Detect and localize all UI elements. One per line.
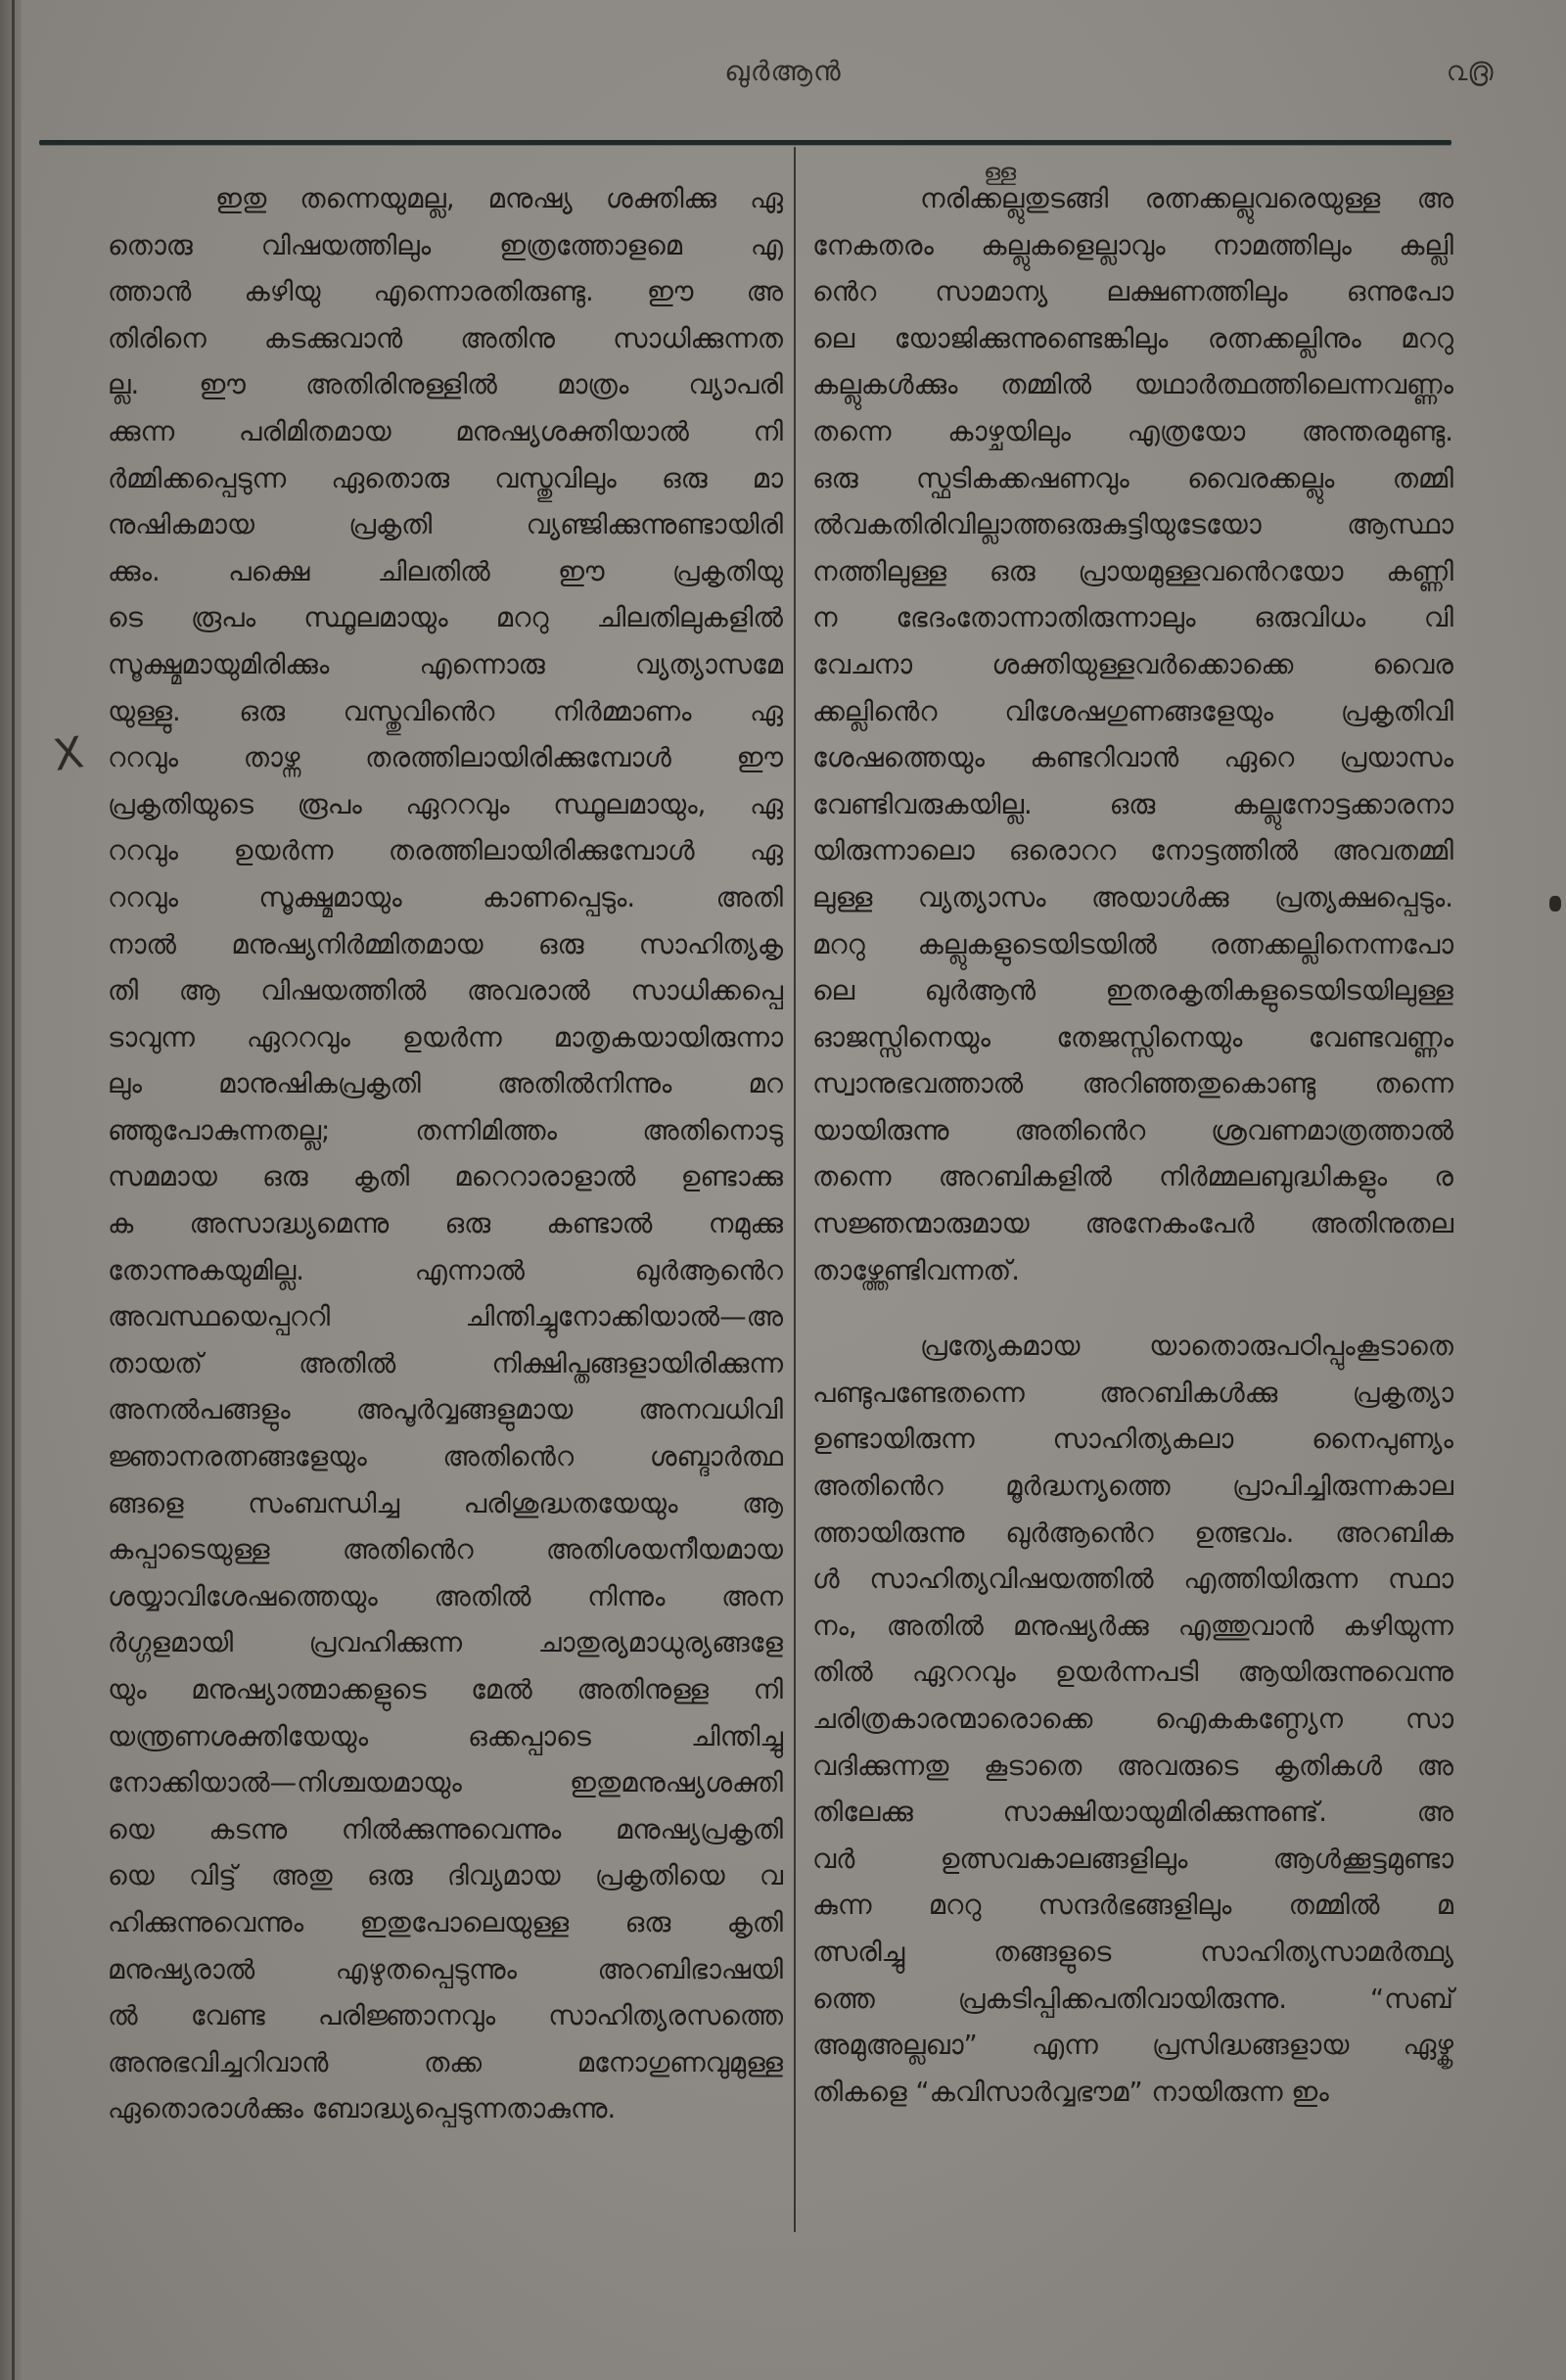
text-line: ഹിക്കുന്നുവെന്നും ഇതുപോലെയുള്ള ഒരു കൃതി	[108, 1906, 783, 1938]
text-line: തായത് അതിൽ നിക്ഷിപ്തങ്ങളായിരിക്കുന്ന	[108, 1347, 783, 1379]
page-edge-line	[12, 0, 15, 2380]
text-line: അതിൻെറ മൂർദ്ധന്യത്തെ പ്രാപിച്ചിരുന്നകാല	[812, 1470, 1453, 1503]
text-line: തോന്നുകയുമില്ല. എന്നാൽ ഖുർആൻെറ	[108, 1254, 783, 1286]
text-line: നേകതരം കല്ലുകളെല്ലാവും നാമത്തിലും കല്ലി	[812, 229, 1453, 261]
text-line: ററവും താഴ്ന്ന തരത്തിലായിരിക്കുമ്പോൾ ഈ	[108, 742, 783, 774]
text-line: ഞ്ഞുപോകുന്നതല്ല; തന്നിമിത്തം അതിനൊടു	[108, 1114, 783, 1146]
text-line: ഉണ്ടായിരുന്ന സാഹിത്യകലാ നൈപുണ്യം	[812, 1423, 1453, 1456]
text-line: സ്വാനുഭവത്താൽ അറിഞ്ഞതുകൊണ്ടു തന്നെ	[812, 1068, 1453, 1100]
text-line: പ്രകൃതിയുടെ രൂപം ഏററവും സ്ഥൂലമായും, ഏ	[108, 788, 783, 820]
text-line: ചരിത്രകാരന്മാരൊക്കെ ഐകകണ്ഠ്യേന സാ	[812, 1703, 1453, 1735]
text-line: ൽ വേണ്ട പരിജ്ഞാനവും സാഹിത്യരസത്തെ	[108, 2000, 783, 2032]
text-line: ലും മാനുഷികപ്രകൃതി അതിൽനിന്നും മറ	[108, 1068, 783, 1100]
text-line: ൻെറ സാമാന്യ ലക്ഷണത്തിലും ഒന്നുപോ	[812, 276, 1453, 308]
page-binding-edge	[0, 0, 22, 2380]
right-column	[812, 176, 1453, 2116]
text-line: ക്കും. പക്ഷെ ചിലതിൽ ഈ പ്രകൃതിയു	[108, 555, 783, 587]
text-line: കുന്ന മററു സന്ദർഭങ്ങളിലും തമ്മിൽ മ	[812, 1890, 1453, 1922]
text-line: അവസ്ഥയെപ്പററി ചിന്തിച്ചുനോക്കിയാൽ—അ	[108, 1301, 783, 1333]
text-line: പണ്ടുപണ്ടേതന്നെ അറബികൾക്കു പ്രകൃത്യാ	[812, 1377, 1453, 1409]
column-divider	[794, 147, 796, 2232]
page-number: ൨൫	[1447, 55, 1494, 87]
text-line: വദിക്കുന്നതു കൂടാതെ അവരുടെ കൃതികൾ അ	[812, 1750, 1453, 1782]
text-line: തന്നെ അറബികളിൽ നിർമ്മലബുദ്ധികളും ര	[812, 1161, 1453, 1193]
text-line: ത്തെ പ്രകടിപ്പിക്കപതിവായിരുന്നു. “സബ്	[812, 1983, 1453, 2015]
text-line: ല്ല. ഈ അതിരിനുള്ളിൽ മാത്രം വ്യാപരി	[108, 369, 783, 401]
text-line: യിരുന്നാലൊ ഒരൊററ നോട്ടത്തിൽ അവതമ്മി	[812, 835, 1453, 867]
paragraph-gap	[812, 1294, 1453, 1324]
text-line: തിരിനെ കടക്കുവാൻ അതിനു സാധിക്കുന്നത	[108, 322, 783, 354]
text-line: ലുള്ള വ്യത്യാസം അയാൾക്കു പ്രത്യക്ഷപ്പെടും.	[812, 881, 1453, 913]
text-line: സൂക്ഷ്മമായുമിരിക്കും എന്നൊരു വ്യത്യാസമേ	[108, 648, 783, 680]
text-line: ന ഭേദംതോന്നാതിരുന്നാലും ഒരുവിധം വി	[812, 602, 1453, 634]
text-line: തിൽ ഏററവും ഉയർന്നപടി ആയിരുന്നുവെന്നു	[812, 1657, 1453, 1689]
text-line: ഒരു സ്ഫടികക്കഷണവും വൈരക്കല്ലും തമ്മി	[812, 462, 1453, 494]
text-line: മനുഷ്യരാൽ എഴുതപ്പെടുന്നും അറബിഭാഷയി	[108, 1953, 783, 1985]
text-line: അനുഭവിച്ചറിവാൻ തക്ക മനോഗുണവുമുള്ള	[108, 2046, 783, 2078]
text-line: ത്സരിച്ചു തങ്ങളുടെ സാഹിത്യസാമർത്ഥ്യ	[812, 1936, 1453, 1968]
text-line: നോക്കിയാൽ—നിശ്ചയമായും ഇതുമനുഷ്യശക്തി	[108, 1767, 783, 1799]
text-line: സജ്ഞന്മാരുമായ അനേകംപേർ അതിനുതല	[812, 1208, 1453, 1240]
text-line: നുഷികമായ പ്രകൃതി വ്യഞ്ജിക്കുന്നുണ്ടായിരി	[108, 509, 783, 541]
text-line: കപ്പാടെയുള്ള അതിൻെറ അതിശയനീയമായ	[108, 1534, 783, 1566]
text-line: നാൽ മനുഷ്യനിർമ്മിതമായ ഒരു സാഹിത്യകൃ	[108, 928, 783, 960]
text-line: വേണ്ടിവരുകയില്ല. ഒരു കല്ലുനോട്ടക്കാരനാ	[812, 788, 1453, 820]
text-line: ഏതൊരാൾക്കും ബോദ്ധ്യപ്പെടുന്നതാകുന്നു.	[108, 2093, 617, 2125]
text-line: യും മനുഷ്യാത്മാക്കളുടെ മേൽ അതിനുള്ള നി	[108, 1674, 783, 1705]
text-line: ടെ രൂപം സ്ഥൂലമായും മററു ചിലതിലുകളിൽ	[108, 602, 783, 634]
text-line: വേചനാ ശക്തിയുള്ളവർക്കൊക്കെ വൈര	[812, 648, 1453, 680]
handwritten-x-mark: X	[50, 727, 87, 781]
text-line: അനൽപങ്ങളും അപൂർവ്വങ്ങളുമായ അനവധിവി	[108, 1394, 783, 1426]
text-line: തികളെ “കവിസാർവ്വഭൗമ” നായിരുന്ന ഇം	[812, 2076, 1329, 2108]
text-line: വർ ഉത്സവകാലങ്ങളിലും ആൾക്കൂട്ടമുണ്ടാ	[812, 1843, 1453, 1875]
text-line: ശയ്യാവിശേഷത്തെയും അതിൽ നിന്നും അന	[108, 1580, 783, 1612]
text-line: ർമ്മിക്കപ്പെടുന്ന ഏതൊരു വസ്തുവിലും ഒരു മാ	[108, 462, 783, 494]
text-line: മററു കല്ലുകളുടെയിടയിൽ രത്നക്കല്ലിനെന്നപോ	[812, 928, 1453, 960]
text-line: ലെ യോജിക്കുന്നുണ്ടെങ്കിലും രത്നക്കല്ലിനും മററു	[812, 322, 1453, 354]
text-line: ക്കല്ലിൻെറ വിശേഷഗുണങ്ങളേയും പ്രകൃതിവി	[812, 695, 1453, 727]
text-line: യെ വിട്ട് അതു ഒരു ദിവ്യമായ പ്രകൃതിയെ വ	[108, 1860, 783, 1892]
header-rule	[39, 140, 1451, 145]
text-line: ലെ ഖുർആൻ ഇതരകൃതികളുടെയിടയിലുള്ള	[812, 975, 1453, 1007]
text-line: തന്നെ കാഴ്ചയിലും എത്രയോ അന്തരമുണ്ടു.	[812, 415, 1453, 447]
text-line: യെ കടന്നു നിൽക്കുന്നുവെന്നും മനുഷ്യപ്രകൃതി	[108, 1813, 783, 1845]
running-title: ഖുർആൻ	[724, 55, 842, 87]
text-line: ക്കുന്ന പരിമിതമായ മനുഷ്യശക്തിയാൽ നി	[108, 415, 783, 447]
ink-spot	[1549, 896, 1561, 911]
text-line: ററവും സൂക്ഷ്മമായും കാണപ്പെടും. അതി	[108, 881, 783, 913]
text-line: ജ്ഞാനരത്നങ്ങളേയും അതിൻെറ ശബ്ദാർത്ഥ	[108, 1441, 783, 1473]
text-line: ൽവകതിരിവില്ലാത്തഒരുകുട്ടിയുടേയോ ആസ്ഥാ	[812, 509, 1453, 541]
text-line: ർഗ്ഗളമായി പ്രവഹിക്കുന്ന ചാതുര്യമാധുര്യങ്ങളേ	[108, 1627, 783, 1659]
text-line: ക അസാദ്ധ്യമെന്നു ഒരു കണ്ടാൽ നമുക്കു	[108, 1208, 783, 1240]
text-line: നം, അതിൽ മനുഷ്യർക്കു എത്തുവാൻ കഴിയുന്ന	[812, 1610, 1453, 1642]
text-line: ങ്ങളെ സംബന്ധിച്ച പരിശുദ്ധതയേയും ആ	[108, 1487, 783, 1519]
text-line: ടാവുന്ന ഏററവും ഉയർന്ന മാതൃകയായിരുന്നാ	[108, 1021, 783, 1053]
text-line: അമുഅല്ലഖാ” എന്ന പ്രസിദ്ധങ്ങളായ ഏഴ്കൃ	[812, 2030, 1453, 2062]
text-line: തിലേക്കു സാക്ഷിയായുമിരിക്കുന്നുണ്ട്. അ	[812, 1797, 1453, 1829]
text-line: യുള്ളു. ഒരു വസ്തുവിൻെറ നിർമ്മാണം ഏ	[108, 695, 783, 727]
text-line: നത്തിലുള്ള ഒരു പ്രായമുള്ളവൻെറയോ കണ്ണി	[812, 555, 1453, 587]
text-line: പ്രത്യേകമായ യാതൊരുപഠിപ്പുംകൂടാതെ	[920, 1330, 1453, 1363]
left-column	[108, 176, 783, 2133]
text-line: ററവും ഉയർന്ന തരത്തിലായിരിക്കുമ്പോൾ ഏ	[108, 835, 783, 867]
text-line: സമമായ ഒരു കൃതി മറെറാരാളാൽ ഉണ്ടാക്കു	[108, 1161, 783, 1193]
text-line: ത്തായിരുന്നു ഖുർആൻെറ ഉത്ഭവം. അറബിക	[812, 1517, 1453, 1549]
text-line: താഴ്ത്തേണ്ടിവന്നത്.	[812, 1254, 1020, 1286]
text-line: ൾ സാഹിത്യവിഷയത്തിൽ എത്തിയിരുന്ന സ്ഥാ	[812, 1563, 1453, 1596]
text-line: കല്ലുകൾക്കും തമ്മിൽ യഥാർത്ഥത്തിലെന്നവണ്ണം	[812, 369, 1453, 401]
text-line: ശേഷത്തെയും കണ്ടറിവാൻ ഏറെ പ്രയാസം	[812, 742, 1453, 774]
text-line: ത്താൻ കഴിയു എന്നൊരതിരുണ്ടു. ഈ അ	[108, 276, 783, 308]
text-line: ഓജസ്സിനെയും തേജസ്സിനെയും വേണ്ടവണ്ണം	[812, 1021, 1453, 1053]
text-line: തൊരു വിഷയത്തിലും ഇത്രത്തോളമെ എ	[108, 229, 783, 261]
text-line: യായിരുന്നു അതിൻെറ ശ്രവണമാത്രത്താൽ	[812, 1114, 1453, 1146]
text-line: തി ആ വിഷയത്തിൽ അവരാൽ സാധിക്കപ്പെ	[108, 975, 783, 1007]
text-line: നരിക്കല്ലുതുടങ്ങി രത്നക്കല്ലുവരെയുള്ള അ	[920, 183, 1453, 214]
text-line: ഇതു തന്നെയുമല്ല, മനുഷ്യ ശക്തിക്കു ഏ	[215, 183, 783, 214]
text-line: യന്ത്രണശക്തിയേയും ഒക്കപ്പാടെ ചിന്തിച്ചു	[108, 1720, 783, 1752]
printed-ornament-mark: ള്ള	[984, 159, 1017, 186]
